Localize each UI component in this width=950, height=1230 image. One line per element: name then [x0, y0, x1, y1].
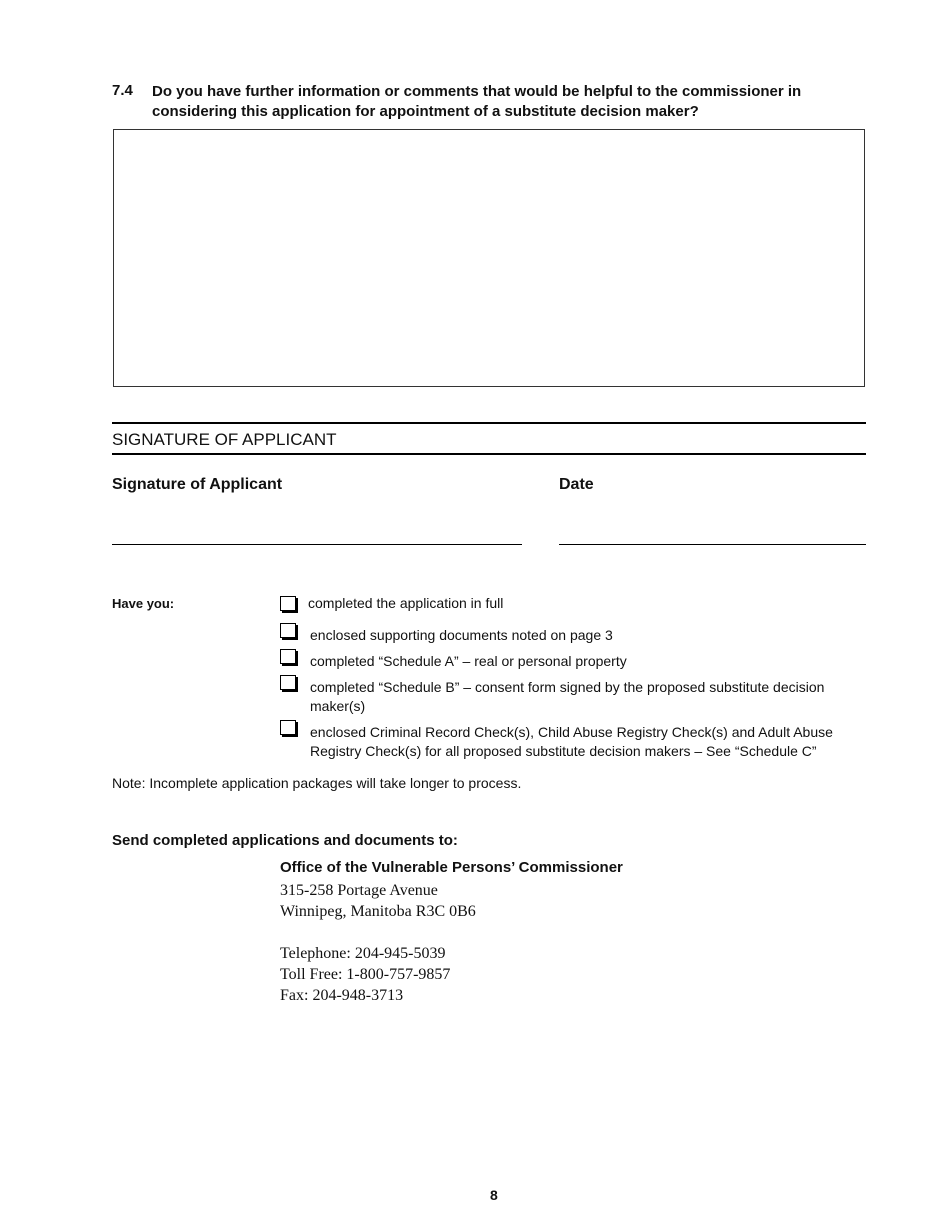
divider [112, 453, 866, 455]
checkbox[interactable] [280, 675, 296, 690]
address-line: 315-258 Portage Avenue [280, 882, 438, 899]
divider [112, 422, 866, 424]
signature-label: Signature of Applicant [112, 476, 283, 493]
office-name: Office of the Vulnerable Persons’ Commissioner [280, 859, 623, 876]
address-line: Winnipeg, Manitoba R3C 0B6 [280, 903, 476, 920]
signature-field[interactable] [112, 544, 522, 545]
checklist-item: enclosed Criminal Record Check(s), Child Abuse Registry Check(s) and Adult Abuse Registry Check(s) for all proposed substitute decision makers – See “Schedule C” [310, 724, 833, 759]
date-field[interactable] [559, 544, 866, 545]
send-heading: Send completed applications and documents to: [112, 832, 458, 849]
question-number: 7.4 [112, 82, 133, 99]
page-number: 8 [490, 1187, 498, 1203]
checkbox[interactable] [280, 623, 296, 638]
date-label: Date [559, 476, 594, 493]
comments-textarea[interactable] [113, 129, 865, 387]
checkbox[interactable] [280, 720, 296, 735]
checklist-label: Have you: [112, 596, 175, 611]
checkbox[interactable] [280, 596, 296, 611]
note: Note: Incomplete application packages will take longer to process. [112, 775, 522, 791]
toll-free: Toll Free: 1-800-757-9857 [280, 966, 451, 983]
checklist-item: completed “Schedule A” – real or personal property [310, 653, 627, 669]
fax: Fax: 204-948-3713 [280, 987, 404, 1004]
checkbox[interactable] [280, 649, 296, 664]
checklist-item: completed “Schedule B” – consent form signed by the proposed substitute decision maker(s) [310, 679, 825, 714]
section-title: SIGNATURE OF APPLICANT [112, 430, 337, 449]
question-text: Do you have further information or comments that would be helpful to the commissioner in considering this application for appointment of a substitute decision maker? [152, 83, 802, 120]
checklist-item: completed the application in full [308, 595, 504, 611]
telephone: Telephone: 204-945-5039 [280, 945, 446, 962]
checklist-item: enclosed supporting documents noted on page 3 [310, 627, 613, 643]
